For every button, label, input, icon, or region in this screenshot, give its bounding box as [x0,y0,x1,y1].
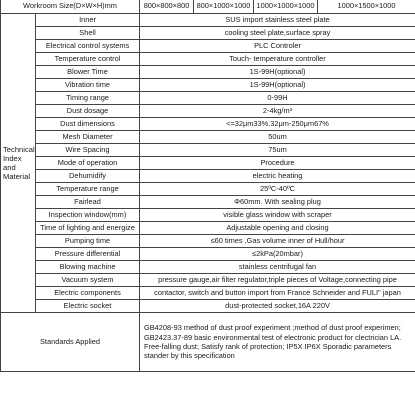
spec-label: Timing range [36,92,140,105]
size-col-2: 800×1000×1000 [194,0,254,14]
spec-value: 25ºC-40ºC [140,183,415,196]
spec-row [1,300,415,313]
spec-row [1,157,415,170]
spec-row [1,183,415,196]
spec-row [1,27,415,40]
spec-row [1,261,415,274]
category-label: Technical Index and Material [1,14,36,313]
spec-row [1,53,415,66]
spec-row [1,40,415,53]
spec-value: stainless centrifugal fan [140,261,415,274]
spec-value: Φ60mm. With sealing plug [140,196,415,209]
spec-row [1,287,415,300]
spec-value: dust-protected socket,16A 220V [140,300,415,313]
spec-value: visible glass window with scraper [140,209,415,222]
spec-row [1,222,415,235]
size-col-3: 1000×1000×1000 [254,0,318,14]
spec-label: Dust dosage [36,105,140,118]
spec-label: Dust dimensions [36,118,140,131]
spec-row [1,235,415,248]
spec-label: Electric socket [36,300,140,313]
spec-row [1,14,415,27]
spec-label: Electric components [36,287,140,300]
spec-value: 1S-99H(optional) [140,79,415,92]
spec-row [1,66,415,79]
spec-value: 50um [140,131,415,144]
spec-label: Temperature control [36,53,140,66]
spec-label: Mode of operation [36,157,140,170]
spec-row [1,144,415,157]
spec-value: <=32μm33%.32μm-250μm67% [140,118,415,131]
spec-label: Inner [36,14,140,27]
spec-row [1,92,415,105]
spec-value: SUS import stainless steel plate [140,14,415,27]
spec-value: PLC Controler [140,40,415,53]
size-col-1: 800×800×800 [140,0,194,14]
standards-value: GB4208-93 method of dust proof experiment ;method of dust proof experimen; GB2423.37-89 basic environmental test of electronic product for clectrician LA. Free-falling dust; Satisfy rank of protection; IP5X IP6X Sporadic parameters stander by this specification [140,313,415,372]
spec-row [1,131,415,144]
spec-label: Blowing machine [36,261,140,274]
spec-value: 2-4kg/m³ [140,105,415,118]
spec-value: ≤60 times ,Gas volume inner of Hull/hour [140,235,415,248]
spec-row [1,274,415,287]
spec-row [1,196,415,209]
spec-label: Shell [36,27,140,40]
workroom-size-label: Workroom Size(D×W×H)mm [1,0,140,14]
spec-row [1,118,415,131]
spec-label: Pumping time [36,235,140,248]
spec-label: Vibration time [36,79,140,92]
spec-label: Mesh Diameter [36,131,140,144]
spec-value: contactor, switch and button import from France Schneider and FULI" japan [140,287,415,300]
standards-row [1,313,415,372]
spec-label: Pressure differential [36,248,140,261]
spec-label: Fairlead [36,196,140,209]
spec-value: 1S-99H(optional) [140,66,415,79]
spec-label: Time of lighting and energize [36,222,140,235]
spec-value: cooling steel plate,surface spray [140,27,415,40]
spec-label: Temperature range [36,183,140,196]
spec-value: Procedure [140,157,415,170]
spec-row [1,79,415,92]
spec-row [1,105,415,118]
spec-row [1,170,415,183]
spec-row [1,248,415,261]
size-col-4: 1000×1500×1000 [318,0,415,14]
spec-label: Blower Time [36,66,140,79]
standards-label: Standards Applied [1,313,140,372]
header-row [1,0,415,14]
spec-value: 0-99H [140,92,415,105]
spec-label: Vacuum system [36,274,140,287]
spec-label: Wire Spacing [36,144,140,157]
spec-value: pressure gauge,air filter regulator,triple pieces of Voltage,connecting pipe [140,274,415,287]
spec-label: Electrical control systems [36,40,140,53]
spec-label: Dehumidify [36,170,140,183]
spec-value: ≤2kPa(20mbar) [140,248,415,261]
spec-value: Adjustable opening and closing [140,222,415,235]
spec-row [1,209,415,222]
spec-label: Inspection window(mm) [36,209,140,222]
spec-value: electric heating [140,170,415,183]
spec-value: 75um [140,144,415,157]
spec-value: Touch- temperature controller [140,53,415,66]
